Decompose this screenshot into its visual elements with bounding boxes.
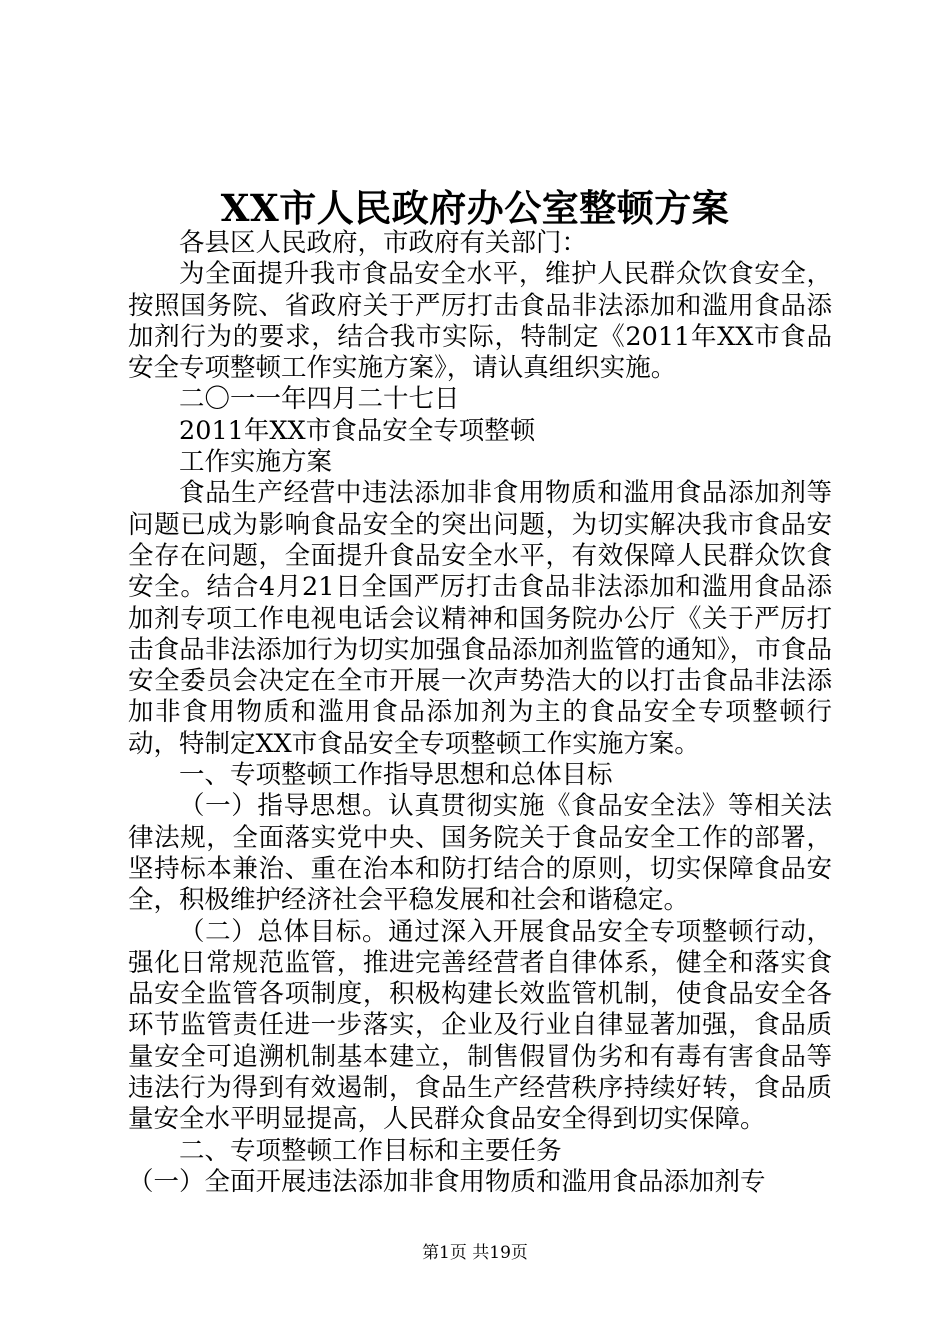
guiding-thought-paragraph: （一）指导思想。认真贯彻实施《食品安全法》等相关法律法规，全面落实党中央、国务院关于食品安全工作的部署，坚持标本兼治、重在治本和防打结合的原则，切实保障食品安全，积极维护经济社会平稳发展和社会和谐稳定。 [128,791,832,916]
background-paragraph: 食品生产经营中违法添加非食用物质和滥用食品添加剂等问题已成为影响食品安全的突出问题，为切实解决我市食品安全存在问题，全面提升食品安全水平，有效保障人民群众饮食安全。结合4月21日全国严厉打击食品非法添加和滥用食品添加剂专项工作电视电话会议精神和国务院办公厅《关于严厉打击食品非法添加行为切实加强食品添加剂监管的通知》，市食品安全委员会决定在全市开展一次声势浩大的以打击食品非法添加非食用物质和滥用食品添加剂为主的食品安全专项整顿行动，特制定XX市食品安全专项整顿工作实施方案。 [128,478,832,759]
document-body [128,228,832,1198]
document-title: XX市人民政府办公室整顿方案 [220,186,730,230]
salutation: 各县区人民政府，市政府有关部门： [179,228,588,258]
overall-goal-paragraph: （二）总体目标。通过深入开展食品安全专项整顿行动，强化日常规范监管，推进完善经营者自律体系，健全和落实食品安全监管各项制度，积极构建长效监管机制，使食品安全各环节监管责任进一步落实，企业及行业自律显著加强，食品质量安全可追溯机制基本建立，制售假冒伪劣和有毒有害食品等违法行为得到有效遏制，食品生产经营秩序持续好转，食品质量安全水平明显提高，人民群众食品安全得到切实保障。 [128,916,832,1135]
plan-heading-line1: 2011年XX市食品安全专项整顿 [179,415,536,446]
plan-heading-line2: 工作实施方案 [179,447,333,478]
page-number-footer: 第1页 共19页 [422,1243,528,1263]
section-heading-2: 二、专项整顿工作目标和主要任务 [179,1135,562,1166]
task-paragraph-1: （一）全面开展违法添加非食用物质和滥用食品添加剂专 [128,1166,766,1197]
section-heading-1: 一、专项整顿工作指导思想和总体目标 [179,760,613,791]
date-line: 二〇一一年四月二十七日 [179,384,460,415]
intro-paragraph: 为全面提升我市食品安全水平，维护人民群众饮食安全，按照国务院、省政府关于严厉打击食品非法添加和滥用食品添加剂行为的要求，结合我市实际，特制定《2011年XX市食品安全专项整顿工作实施方案》，请认真组织实施。 [128,259,832,384]
